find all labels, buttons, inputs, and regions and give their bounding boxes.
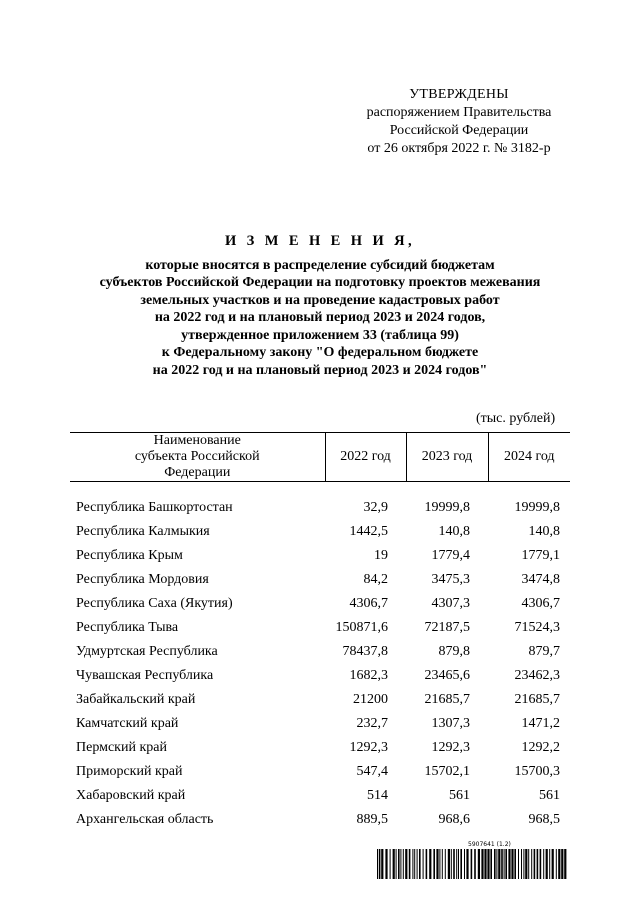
- cell-subject: Республика Башкортостан: [76, 500, 233, 515]
- barcode-bar: [496, 849, 497, 879]
- barcode-bar: [439, 849, 440, 879]
- barcode-bar: [393, 849, 395, 879]
- approval-title: УТВЕРЖДЕНЫ: [409, 87, 509, 102]
- cell-subject: Чувашская Республика: [76, 668, 214, 683]
- cell-2022: 21200: [353, 692, 388, 707]
- cell-2023: 140,8: [438, 524, 470, 539]
- barcode: [377, 849, 567, 879]
- cell-subject: Пермский край: [76, 740, 167, 755]
- cell-2023: 1292,3: [431, 740, 470, 755]
- barcode-bar: [442, 849, 443, 879]
- barcode-bar: [423, 849, 424, 879]
- barcode-bar: [400, 849, 401, 879]
- barcode-bar: [508, 849, 510, 879]
- cell-2022: 19: [374, 548, 388, 563]
- barcode-bar: [501, 849, 503, 879]
- barcode-bar: [453, 849, 455, 879]
- heading-line-5: утвержденное приложением 33 (таблица 99): [181, 327, 459, 343]
- barcode-bar: [414, 849, 415, 879]
- barcode-bar: [514, 849, 516, 879]
- barcode-bar: [429, 849, 431, 879]
- table-row: [70, 592, 570, 616]
- barcode-bar: [525, 849, 527, 879]
- cell-2023: 15702,1: [424, 764, 470, 779]
- barcode-bar: [456, 849, 457, 879]
- cell-subject: Удмуртская Республика: [76, 644, 218, 659]
- barcode-bar: [466, 849, 468, 879]
- cell-2024: 968,5: [528, 812, 560, 827]
- barcode-bar: [521, 849, 522, 879]
- barcode-bar: [405, 849, 407, 879]
- cell-subject: Республика Мордовия: [76, 572, 209, 587]
- cell-2024: 1292,2: [521, 740, 560, 755]
- cell-2023: 561: [449, 788, 470, 803]
- barcode-bar: [523, 849, 524, 879]
- barcode-bar: [419, 849, 421, 879]
- barcode-bar: [481, 849, 483, 879]
- table-row: [70, 760, 570, 784]
- cell-2022: 1682,3: [349, 668, 388, 683]
- barcode-bar: [511, 849, 513, 879]
- barcode-bar: [531, 849, 532, 879]
- approval-line-2: Российской Федерации: [389, 123, 529, 138]
- table-row: [70, 496, 570, 520]
- heading-line-6: к Федеральному закону "О федеральном бюджете: [161, 345, 479, 360]
- barcode-bar: [448, 849, 450, 879]
- header-2022: 2022 год: [325, 433, 406, 482]
- cell-2024: 71524,3: [514, 620, 560, 635]
- barcode-bar: [558, 849, 560, 879]
- barcode-bar: [478, 849, 480, 879]
- barcode-bar: [412, 849, 413, 879]
- barcode-bar: [436, 849, 438, 879]
- barcode-bar: [505, 849, 507, 879]
- cell-2022: 547,4: [356, 764, 388, 779]
- barcode-bar: [540, 849, 542, 879]
- table-row: [70, 520, 570, 544]
- cell-2023: 879,8: [438, 644, 470, 659]
- barcode-bar: [518, 849, 519, 879]
- heading-line-4: на 2022 год и на плановый период 2023 и 2024 годов,: [154, 310, 486, 325]
- cell-subject: Хабаровский край: [76, 788, 186, 803]
- table-row: [70, 808, 570, 832]
- barcode-bar: [490, 849, 492, 879]
- barcode-bar: [556, 849, 557, 879]
- table-row: [70, 688, 570, 712]
- cell-subject: Камчатский край: [76, 716, 179, 731]
- table-row: [70, 712, 570, 736]
- barcode-number: 5907641 (1.2): [468, 841, 511, 848]
- units-label: (тыс. рублей): [476, 411, 556, 426]
- barcode-bar: [546, 849, 548, 879]
- cell-2022: 1292,3: [349, 740, 388, 755]
- cell-2024: 3474,8: [521, 572, 560, 587]
- table-body: [70, 482, 570, 833]
- cell-2022: 889,5: [356, 812, 388, 827]
- cell-2024: 140,8: [528, 524, 560, 539]
- barcode-bar: [385, 849, 387, 879]
- table-row: [70, 664, 570, 688]
- barcode-bar: [471, 849, 473, 879]
- barcode-bar: [537, 849, 539, 879]
- cell-2024: 4306,7: [521, 596, 560, 611]
- barcode-bar: [504, 849, 505, 879]
- barcode-bar: [398, 849, 400, 879]
- table-row: [70, 616, 570, 640]
- cell-2023: 23465,6: [424, 668, 470, 683]
- barcode-bar: [484, 849, 486, 879]
- barcode-bar: [498, 849, 500, 879]
- barcode-bar: [528, 849, 529, 879]
- cell-2024: 23462,3: [514, 668, 560, 683]
- cell-2022: 84,2: [363, 572, 388, 587]
- barcode-bar: [474, 849, 476, 879]
- document-heading: [60, 233, 580, 379]
- subsidy-table: [70, 432, 570, 832]
- cell-2022: 4306,7: [349, 596, 388, 611]
- table-row: [70, 568, 570, 592]
- barcode-bar: [396, 849, 397, 879]
- barcode-bar: [487, 849, 489, 879]
- cell-subject: Республика Саха (Якутия): [76, 596, 233, 611]
- heading-line-3: земельных участков и на проведение кадастровых работ: [140, 292, 500, 308]
- cell-2023: 3475,3: [431, 572, 470, 587]
- cell-2024: 879,7: [528, 644, 560, 659]
- cell-2022: 32,9: [363, 500, 388, 515]
- barcode-bar: [390, 849, 391, 879]
- header-subject: Наименование субъекта Российской Федерации: [70, 433, 325, 482]
- barcode-bar: [381, 849, 383, 879]
- cell-2022: 1442,5: [349, 524, 388, 539]
- cell-2022: 150871,6: [335, 620, 388, 635]
- cell-2023: 1779,4: [431, 548, 470, 563]
- barcode-bar: [433, 849, 435, 879]
- heading-line-7: на 2022 год и на плановый период 2023 и 2024 годов": [152, 362, 488, 378]
- cell-2022: 78437,8: [342, 644, 388, 659]
- table-header-row: [70, 433, 570, 482]
- table-spacer: [70, 482, 570, 497]
- table-row: [70, 736, 570, 760]
- barcode-bar: [417, 849, 418, 879]
- approval-line-3: от 26 октября 2022 г. № 3182-р: [367, 141, 551, 156]
- cell-2024: 19999,8: [514, 500, 560, 515]
- table-row: [70, 784, 570, 808]
- cell-2024: 15700,3: [514, 764, 560, 779]
- barcode-bar: [464, 849, 465, 879]
- approval-block: [340, 86, 578, 158]
- cell-subject: Республика Калмыкия: [76, 524, 210, 539]
- cell-2022: 514: [367, 788, 388, 803]
- barcode-bar: [409, 849, 411, 879]
- cell-2023: 4307,3: [431, 596, 470, 611]
- cell-2023: 1307,3: [431, 716, 470, 731]
- barcode-bar: [552, 849, 554, 879]
- approval-line-1: распоряжением Правительства: [366, 105, 552, 120]
- table-row: [70, 544, 570, 568]
- barcode-bar: [549, 849, 550, 879]
- heading-title: И З М Е Н Е Н И Я,: [224, 233, 416, 249]
- header-2024: 2024 год: [488, 433, 570, 482]
- barcode-bar: [561, 849, 563, 879]
- cell-2023: 19999,8: [424, 500, 470, 515]
- barcode-bar: [543, 849, 544, 879]
- cell-2024: 561: [539, 788, 560, 803]
- barcode-bar: [379, 849, 381, 879]
- barcode-bar: [377, 849, 378, 879]
- cell-subject: Республика Тыва: [76, 620, 179, 635]
- header-2023: 2023 год: [406, 433, 488, 482]
- heading-line-2: субъектов Российской Федерации на подготовку проектов межевания: [99, 275, 541, 290]
- cell-2023: 72187,5: [424, 620, 470, 635]
- cell-subject: Республика Крым: [76, 548, 183, 563]
- cell-2024: 21685,7: [514, 692, 560, 707]
- cell-2023: 21685,7: [424, 692, 470, 707]
- barcode-bar: [426, 849, 428, 879]
- cell-subject: Забайкальский край: [76, 692, 196, 707]
- cell-subject: Приморский край: [76, 764, 183, 779]
- barcode-bar: [564, 849, 566, 879]
- cell-2024: 1471,2: [521, 716, 560, 731]
- barcode-bar: [445, 849, 446, 879]
- table-row: [70, 640, 570, 664]
- barcode-bar: [460, 849, 462, 879]
- barcode-bar: [494, 849, 496, 879]
- cell-2023: 968,6: [438, 812, 470, 827]
- cell-2024: 1779,1: [521, 548, 560, 563]
- barcode-bar: [451, 849, 452, 879]
- barcode-bar: [403, 849, 404, 879]
- cell-2022: 232,7: [356, 716, 388, 731]
- barcode-bar: [458, 849, 459, 879]
- heading-line-1: которые вносятся в распределение субсидий бюджетам: [145, 257, 495, 273]
- barcode-bar: [534, 849, 536, 879]
- cell-subject: Архангельская область: [76, 812, 214, 827]
